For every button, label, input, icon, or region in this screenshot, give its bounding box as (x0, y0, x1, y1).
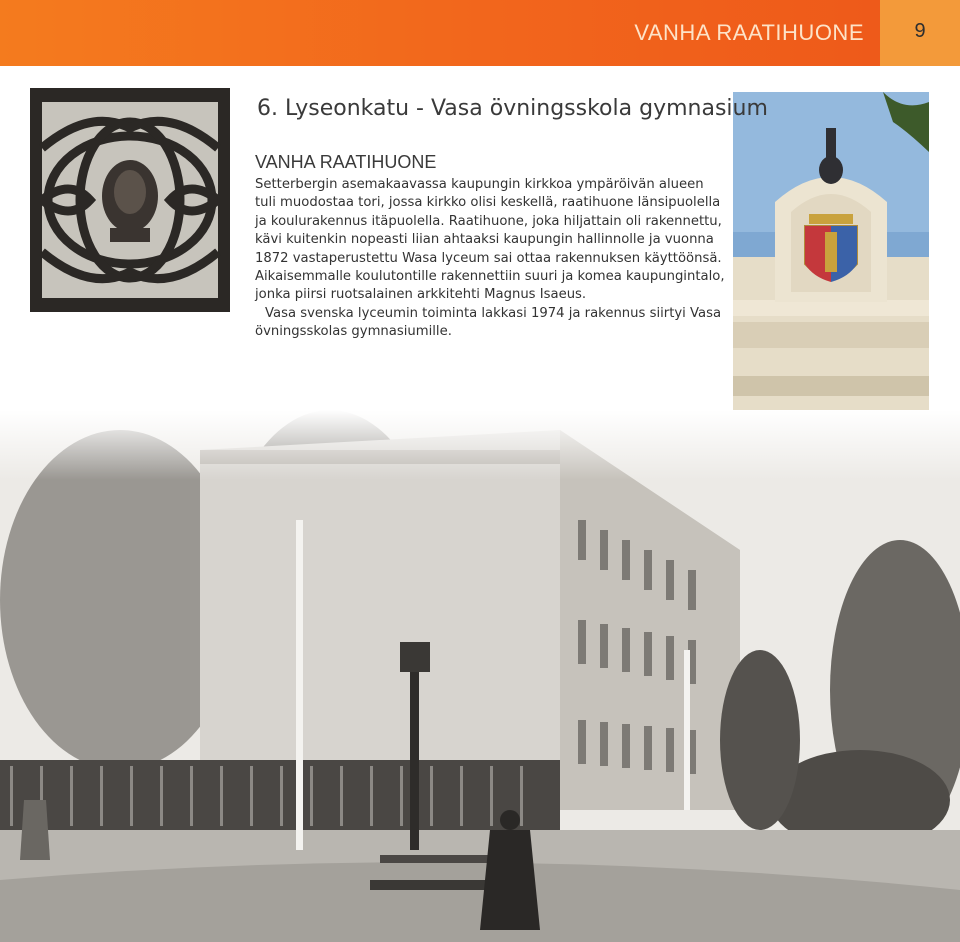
article-heading: 6. Lyseonkatu - Vasa övningsskola gymnasium (257, 96, 768, 121)
paragraph-2: Vasa svenska lyceumin toiminta lakkasi 1974 ja rakennus siirtyi Vasa övningsskolas gymnasiumille. (255, 305, 722, 340)
article-body (255, 176, 725, 342)
header-bar (0, 0, 880, 66)
page-number: 9 (914, 20, 926, 42)
historic-street-photo (0, 410, 960, 942)
header-title: VANHA RAATIHUONE (634, 20, 864, 45)
ironwork-photo (30, 88, 230, 312)
facade-crest-photo (733, 92, 929, 431)
paragraph-1: Setterbergin asemakaavassa kaupungin kirkkoa ympäröivän alueen tuli muodostaa tori, jossa kirkko olisi keskellä, raatihuone länsipuolella ja koulurakennus itäpuolella. Raatihuone, joka hiljattain oli rakennettu, kävi kuitenkin nopeasti liian ahtaaksi kaupungin hallinnolle ja vuonna 1872 vastaperustettu Wasa lyceum sai ottaa rakennuksen käyttöönsä. Aikaisemmalle koulutontille rakennettiin suuri ja komea kaupungintalo, jonka piirsi ruotsalainen arkkitehti Magnus Isaeus. (255, 177, 725, 303)
photo-fade-overlay (0, 410, 960, 480)
page-number-box (880, 0, 960, 66)
section-title: VANHA RAATIHUONE (255, 152, 437, 172)
